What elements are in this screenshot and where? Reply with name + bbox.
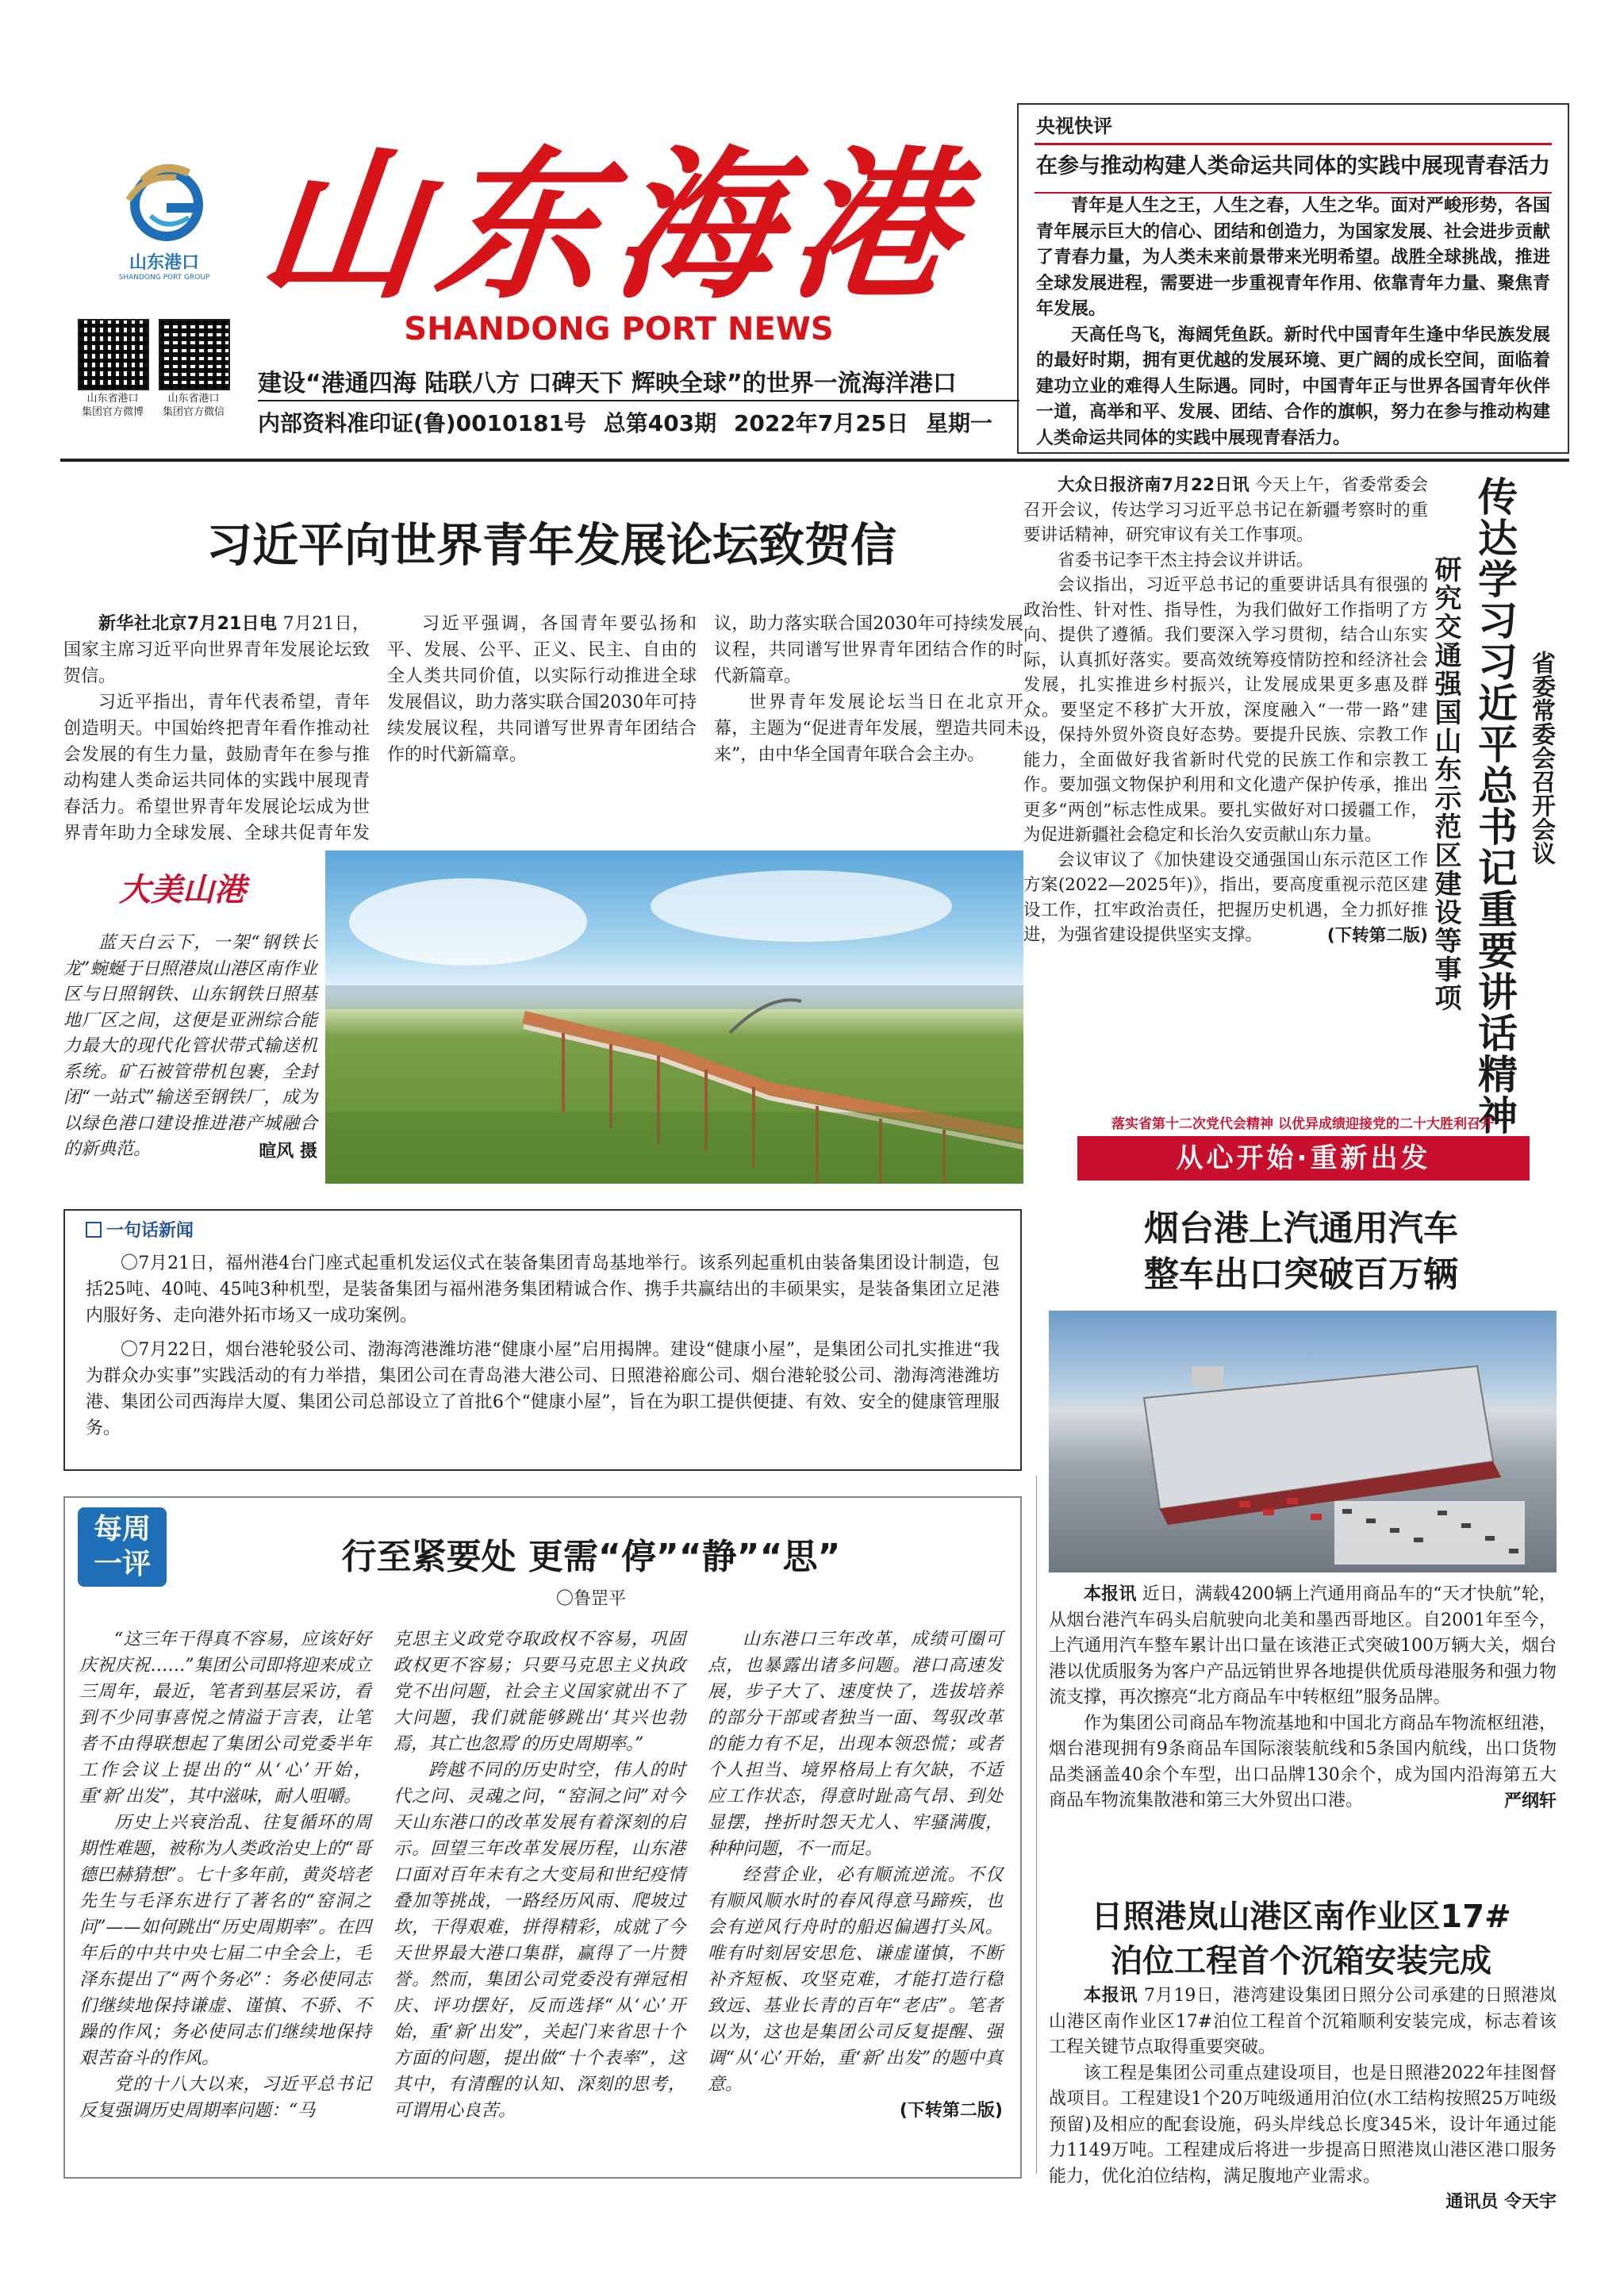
paragraph: 7月21日，国家主席习近平向世界青年发展论坛致贺信。 (63, 614, 370, 686)
paragraph: 会议指出，习近平总书记的重要讲话具有很强的政治性、针对性、指导性，为我们做好工作指明了方向、提供了遵循。我们要深入学习贯彻，结合山东实际，认真抓好落实。要高效统筹疫情防控和经济社会发展，扎实推进乡村振兴，让发展成果更多惠及群众。要坚定不移扩大开放，深度融入“一带一路”建设，保持外贸外资良好态势。要提升民族、宗教工作能力，全面做好我省新时代党的民族工作和宗教工作。要加强文物保护利用和文化遗产保护传承，推出更多“两创”标志性成果。要扎实做好对口援疆工作，为促进新疆社会稳定和长治久安贡献山东力量。 (1023, 575, 1428, 845)
paragraph: 克思主义政党夺取政权不容易，巩固政权更不容易；只要马克思主义执政党不出问题，社会主义国家就出不了大问题，我们就能够跳出‘其兴也勃焉，其亡也忽焉’的历史周期率。” (393, 1630, 685, 1754)
commentary-col-3 (708, 1626, 1003, 2124)
badge-line: 一评 (93, 1548, 151, 1580)
commentary-col-2 (393, 1626, 685, 2124)
jump-line: (下转第二版) (1326, 925, 1428, 946)
lead-headline: 习近平向世界青年发展论坛致贺信 (205, 518, 896, 572)
brief-body (86, 1250, 1000, 1442)
rizhao-headline-1: 日照港岚山港区南作业区17# (1091, 1899, 1511, 1935)
photo-caption: 蓝天白云下，一架“钢铁长龙”蜿蜒于日照港岚山港区南作业区与日照钢铁、山东钢铁日照基地厂区之间，这便是亚洲综合能力最大的现代化管状带式输送机系统。矿石被管带机包裹，全封闭“一站式”输送至钢铁厂，成为以绿色港口建设推进港产城融合的新典范。 (63, 933, 317, 1159)
rizhao-body (1049, 1983, 1557, 2216)
logo-g-icon (113, 159, 216, 246)
divider (60, 459, 1569, 462)
dateline: 新华社北京7月21日电 (98, 614, 278, 634)
commentary-author: 〇鲁罡平 (555, 1589, 626, 1609)
cctv-commentary-box (1017, 103, 1569, 454)
divider (1035, 192, 1552, 194)
byline: 通讯员 令天宇 (1445, 2192, 1557, 2212)
qr-weibo[interactable] (78, 319, 149, 390)
lead-col-1 (63, 611, 370, 847)
issue-line: 内部资料准印证(鲁)0010181号 总第403期 2022年7月25日 星期一 (258, 410, 993, 436)
group-logo (113, 159, 216, 282)
masthead-title: 山东海港 (251, 131, 980, 321)
paragraph: 习近平强调，各国青年要弘扬和平、发展、公平、正义、民主、自由的全人类共同价值，以实际行动推进全球发展倡议，助力落实联合国2030年可持续发展议程，共同谱写世界青年团结合作的时代新篇章。 (387, 614, 697, 765)
masthead-english: SHANDONG PORT NEWS (404, 311, 834, 347)
weekly-badge (78, 1507, 167, 1587)
rizhao-headline-2: 泊位工程首个沉箱安装完成 (1111, 1943, 1491, 1979)
commentary-headline: 行至紧要处 更需“停”“静”“思” (341, 1537, 841, 1577)
paragraph-cont: 议，助力落实联合国2030年可持续发展议程，共同谱写世界青年团结合作的时代新篇章。 (714, 614, 1023, 686)
brief-item: 〇7月21日，福州港4台门座式起重机发运仪式在装备集团青岛基地举行。该系列起重机由装备集团设计制造，包括25吨、40吨、45吨3种机型，是装备集团与福州港务集团精诚合作、携手共赢结出的丰硕果实，是装备集团立足港内服好务、走向港外拓市场又一成功案例。 (86, 1254, 1000, 1326)
qr-wechat[interactable] (159, 319, 230, 390)
paragraph: 7月19日，港湾建设集团日照分公司承建的日照港岚山港区南作业区17#泊位工程首个沉箱顺利安装完成，标志着该工程关键节点取得重要突破。 (1049, 1986, 1557, 2057)
provincial-body (1023, 473, 1428, 948)
dateline: 大众日报济南7月22日讯 (1058, 475, 1250, 495)
yantai-headline-1: 烟台港上汽通用汽车 (1144, 1208, 1458, 1249)
paragraph: 青年是人生之王，人生之春，人生之华。面对严峻形势，各国青年展示巨大的信心、团结和创造力，为国家发展、社会进步贡献了青春力量，为人类未来前景带来光明希望。战胜全球挑战，推进全球发展进程，需要进一步重视青年作用、依靠青年力量、聚焦青年发展。 (1036, 196, 1550, 319)
paragraph: 习近平指出，青年代表希望，青年创造明天。中国始终把青年看作推动社会发展的有生力量，鼓励青年在参与推动构建人类命运共同体的实践中展现青春活力。希望世界青年发展论坛成为世界青年助力全球发展、全球共促青年发 (63, 693, 370, 843)
commentary-col-1 (79, 1626, 371, 2124)
logo-text: 山东港口 (129, 253, 199, 273)
brief-title-text: 一句话新闻 (106, 1221, 194, 1241)
cctv-headline: 在参与推动构建人类命运共同体的实践中展现青春活力 (1036, 154, 1550, 179)
lead-col-3 (714, 611, 1023, 801)
ship-icon (1049, 1311, 1557, 1572)
qr-weibo-caption: 山东省港口 集团官方微博 (81, 393, 144, 418)
calligraphy-title: 大美山港 (119, 871, 246, 908)
brief-title (86, 1219, 1000, 1244)
paragraph: 会议审议了《加快建设交通强国山东示范区工作方案(2022—2025年)》，指出，要高度重视示范区建设工作，扛牢政治责任，把握历史机遇，全力抓好推进，为强省建设提供坚实支撑。 (1023, 850, 1428, 945)
square-icon (86, 1222, 102, 1238)
badge-line: 每周 (93, 1513, 151, 1545)
paragraph: 山东港口三年改革，成绩可圈可点，也暴露出诸多问题。港口高速发展，步子大了、速度快了，选拔培养的部分干部或者独当一面、驾驭改革的能力有不足，出现本领恐慌；或者个人担当、境界格局上有欠缺，不适应工作状态，得意时趾高气昂、到处显摆，挫折时怨天尤人、牢骚满腹，种种问题，不一而足。 (708, 1630, 1003, 1859)
paragraph: 世界青年发展论坛当日在北京开幕，主题为“促进青年发展，塑造共同未来”，由中华全国青年联合会主办。 (714, 693, 1023, 765)
paragraph: 省委书记李干杰主持会议并讲话。 (1058, 550, 1314, 570)
cctv-body (1036, 194, 1550, 451)
jump-line: (下转第二版) (899, 2101, 1003, 2121)
conveyor-bridge-icon (325, 850, 1023, 1184)
yantai-headline-2: 整车出口突破百万辆 (1144, 1254, 1458, 1295)
photo-credit: 暄风 摄 (259, 1141, 317, 1161)
brief-news-box (63, 1209, 1022, 1471)
slogan: 建设“港通四海 陆联八方 口碑天下 辉映全球”的世界一流海洋港口 (258, 370, 957, 397)
paragraph: 党的十八大以来，习近平总书记反复强调历史周期率问题：“马 (79, 2075, 371, 2121)
brief-item: 〇7月22日，烟台港轮驳公司、渤海湾港潍坊港“健康小屋”启用揭牌。建设“健康小屋”，是集团公司扎实推进“我为群众办实事”实践活动的有力举措，集团公司在青岛港大港公司、日照港裕廊公司、烟台港轮驳公司、渤海湾港潍坊港、集团公司西海岸大厦、集团公司总部设立了首批6个“健康小屋”，旨在为职工提供便捷、有效、安全的健康管理服务。 (86, 1340, 1000, 1438)
byline: 严纲轩 (1503, 1791, 1557, 1811)
paragraph: 作为集团公司商品车物流基地和中国北方商品车物流枢纽港，烟台港现拥有9条商品车国际滚装航线和5条国内航线，出口货物品类涵盖40余个车型，出口品牌130余个，成为国内沿海第五大商品车物流集散港和第三大外贸出口港。 (1049, 1713, 1557, 1810)
qr-wechat-caption: 山东省港口 集团官方微信 (162, 393, 225, 418)
provincial-subhead: 研究交通强国山东示范区建设等事项 (1430, 555, 1461, 1012)
column-rule (1036, 1476, 1037, 2174)
paragraph: 经营企业，必有顺流逆流。不仅有顺风顺水时的春风得意马蹄疾，也会有逆风行舟时的船迟偏遇打头风。唯有时刻居安思危、谦虚谨慎，不断补齐短板、攻坚克难，才能打造行稳致远、基业长青的百年“老店”。笔者以为，这也是集团公司反复提醒、强调“从‘心’开始，重‘新’出发”的题中真意。 (708, 1865, 1003, 2094)
provincial-headline: 传达学习习近平总书记重要讲话精神 (1472, 476, 1518, 1136)
paragraph: 天高任鸟飞，海阔凭鱼跃。新时代中国青年生逢中华民族发展的最好时期，拥有更优越的发展环境、更广阔的成长空间，面临着建功立业的难得人生际遇。同时，中国青年正与世界各国青年伙伴一道，高举和平、发展、团结、合作的旗帜，努力在参与推动构建人类命运共同体的实践中展现青春活力。 (1036, 324, 1550, 448)
campaign-top: 落实省第十二次党代会精神 以优异成绩迎接党的二十大胜利召开 (1111, 1116, 1494, 1132)
paragraph: “这三年干得真不容易，应该好好庆祝庆祝……”集团公司即将迎来成立三周年，最近，笔者到基层采访，看到不少同事喜悦之情溢于言表，让笔者不由得联想起了集团公司党委半年工作会议上提出的“从‘心’开始，重‘新’出发”，其中滋味，耐人咀嚼。 (79, 1630, 371, 1806)
campaign-banner: 从心开始·重新出发 (1077, 1136, 1530, 1181)
paragraph: 该工程是集团公司重点建设项目，也是日照港2022年挂图督战项目。工程建设1个20万吨级通用泊位(水工结构按照25万吨级预留)及相应的配套设施，码头岸线总长度345米，设计年通过能力1149万吨。工程建成后将进一步提高日照港岚山港区港口服务能力，优化泊位结构，满足腹地产业需求。 (1049, 2063, 1557, 2187)
logo-en: SHANDONG PORT GROUP (118, 274, 210, 282)
column-label: 央视快评 (1036, 115, 1112, 137)
paragraph: 近日，满载4200辆上汽通用商品车的“天才快航”轮，从烟台港汽车码头启航驶向北美和墨西哥地区。自2001年至今，上汽通用汽车整车累计出口量在该港正式突破100万辆大关，烟台港以优质服务为客户产品远销世界各地提供优质母港服务和强力物流支撑，再次擦亮“北方商品车中转枢纽”服务品牌。 (1049, 1584, 1557, 1707)
divider (1035, 143, 1552, 145)
paragraph: 跨越不同的历史时空，伟人的时代之问、灵魂之问，“窑洞之问”对今天山东港口的改革发展有着深刻的启示。回望三年改革发展历程，山东港口面对百年未有之大变局和世纪疫情叠加等挑战，一路经历风雨、爬坡过坎，干得艰难，拼得精彩，成就了今天世界最大港口集群，赢得了一片赞誉。然而，集团公司党委没有弹冠相庆、评功摆好，反而选择“从‘心’开始，重‘新’出发”，关起门来省思十个方面的问题，提出做“十个表率”，这其中，有清醒的认知、深刻的思考，可谓用心良苦。 (393, 1760, 685, 2121)
divider (258, 400, 1019, 401)
lead-col-2 (387, 611, 697, 849)
paragraph: 今天上午，省委常委会召开会议，传达学习习近平总书记在新疆考察时的重要讲话精神，研究审议有关工作事项。 (1023, 475, 1428, 545)
lead-label: 本报讯 (1084, 1986, 1138, 2006)
yantai-body (1049, 1582, 1557, 1814)
conveyor-photo (325, 850, 1023, 1184)
paragraph: 历史上兴衰治乱、往复循环的周期性难题，被称为人类政治史上的“哥德巴赫猜想”。七十多年前，黄炎培老先生与毛泽东进行了著名的“窑洞之问”——如何跳出“历史周期率”。在四年后的中共中央七届二中全会上，毛泽东提出了“两个务必”：务必使同志们继续地保持谦虚、谨慎、不骄、不躁的作风；务必使同志们继续地保持艰苦奋斗的作风。 (79, 1813, 371, 2068)
lead-label: 本报讯 (1084, 1584, 1137, 1604)
photo-caption-block (63, 865, 317, 1162)
car-carrier-photo (1049, 1311, 1557, 1572)
provincial-kicker: 省委常委会召开会议 (1527, 651, 1555, 865)
